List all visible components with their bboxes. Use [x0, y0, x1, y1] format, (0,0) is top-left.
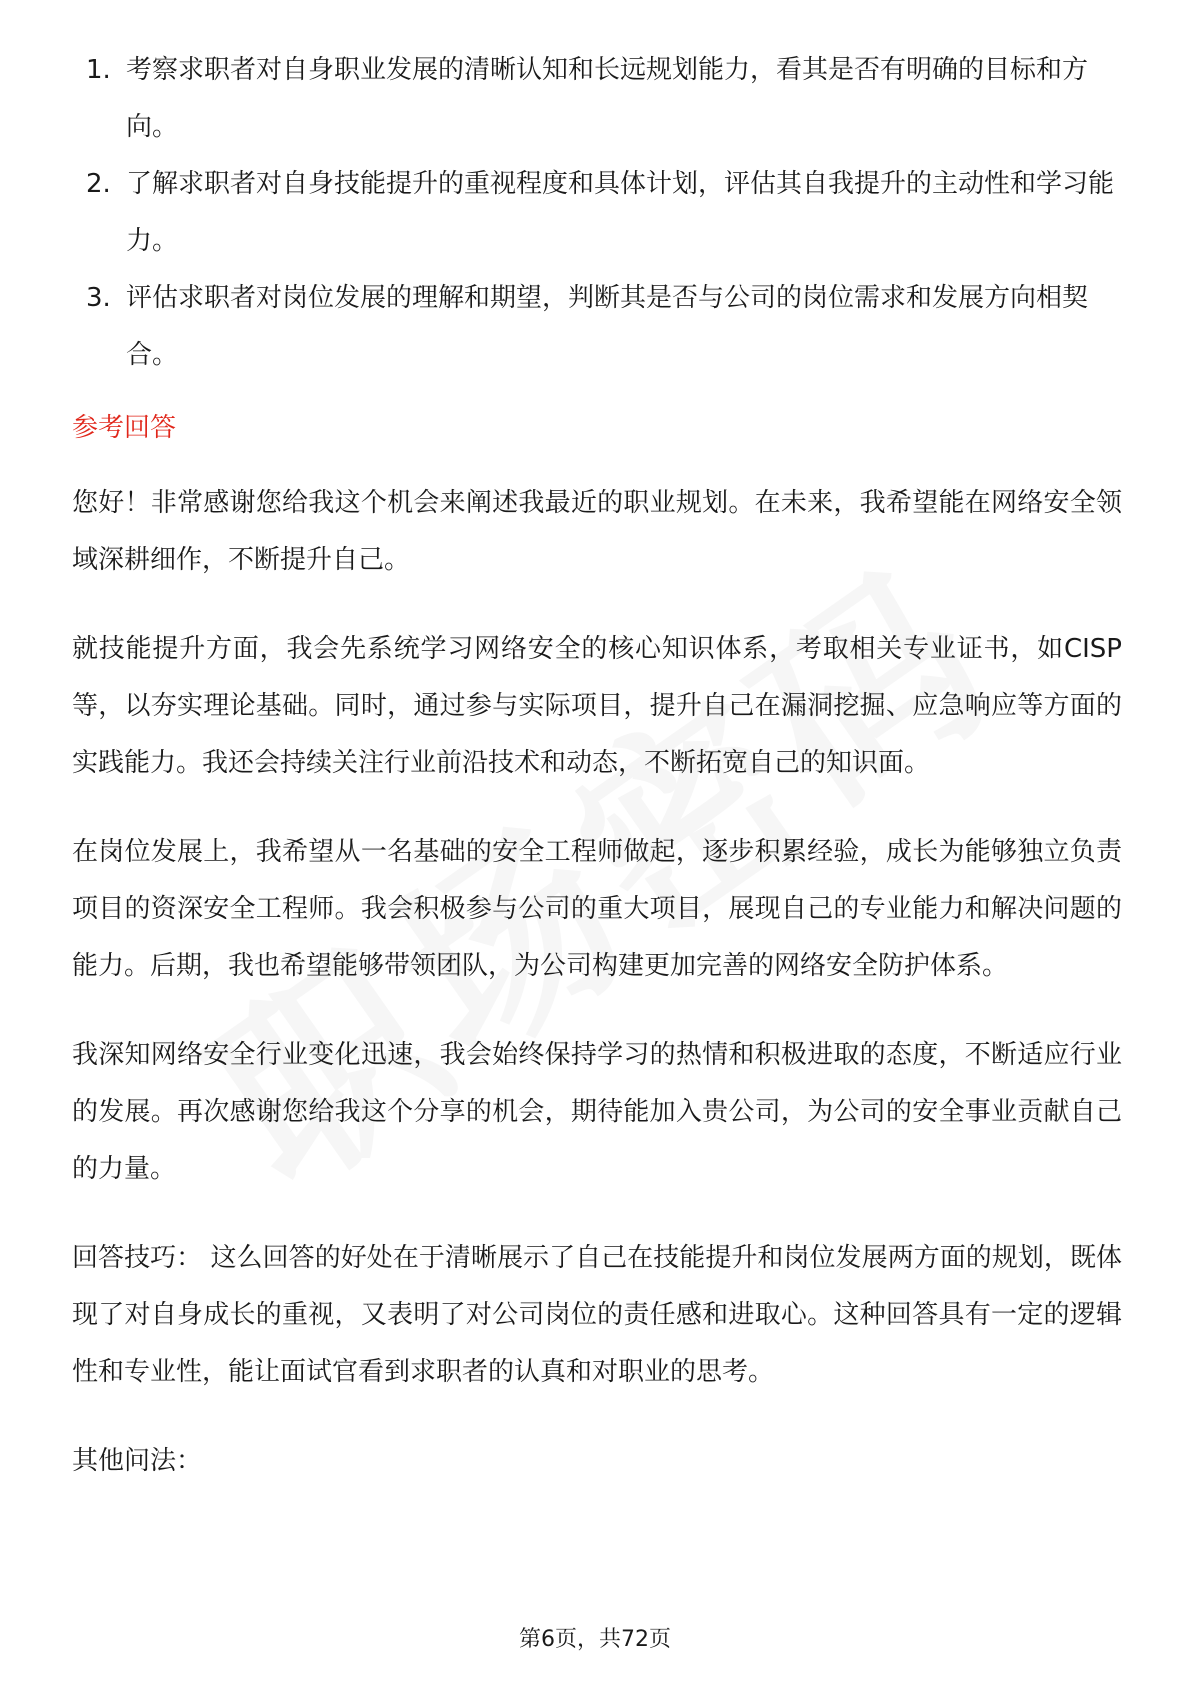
list-number: 3.	[86, 283, 111, 313]
reference-answer-heading: 参考回答	[72, 413, 177, 443]
list-item	[72, 270, 1122, 384]
page-content	[72, 42, 1122, 1520]
answer-paragraph-closing: 我深知网络安全行业变化迅速，我会始终保持学习的热情和积极进取的态度，不断适应行业的发展。再次感谢您给我这个分享的机会，期待能加入贵公司，为公司的安全事业贡献自己的力量。	[72, 1040, 1122, 1184]
list-item	[72, 156, 1122, 270]
list-number: 2.	[86, 169, 111, 199]
list-number: 1.	[86, 55, 111, 85]
list-item-text: 考察求职者对自身职业发展的清晰认知和长远规划能力，看其是否有明确的目标和方向。	[126, 55, 1089, 142]
answer-paragraph-skills: 就技能提升方面，我会先系统学习网络安全的核心知识体系，考取相关专业证书，如CISP等，以夯实理论基础。同时，通过参与实际项目，提升自己在漏洞挖掘、应急响应等方面的实践能力。我还会持续关注行业前沿技术和动态，不断拓宽自己的知识面。	[72, 634, 1122, 778]
answer-paragraph-greeting: 您好！非常感谢您给我这个机会来阐述我最近的职业规划。在未来，我希望能在网络安全领域深耕细作，不断提升自己。	[72, 488, 1122, 575]
list-item	[72, 42, 1122, 156]
list-item-text: 评估求职者对岗位发展的理解和期望，判断其是否与公司的岗位需求和发展方向相契合。	[126, 283, 1089, 370]
other-questions-label: 其他问法：	[72, 1446, 203, 1476]
answer-tips-paragraph: 回答技巧： 这么回答的好处在于清晰展示了自己在技能提升和岗位发展两方面的规划，既体现了对自身成长的重视，又表明了对公司岗位的责任感和进取心。这种回答具有一定的逻辑性和专业性，能让面试官看到求职者的认真和对职业的思考。	[72, 1243, 1122, 1387]
answer-paragraph-career: 在岗位发展上，我希望从一名基础的安全工程师做起，逐步积累经验，成长为能够独立负责项目的资深安全工程师。我会积极参与公司的重大项目，展现自己的专业能力和解决问题的能力。后期，我也希望能够带领团队，为公司构建更加完善的网络安全防护体系。	[72, 837, 1122, 981]
page-footer: 第6页，共72页	[519, 1627, 671, 1652]
list-item-text: 了解求职者对自身技能提升的重视程度和具体计划，评估其自我提升的主动性和学习能力。	[126, 169, 1115, 256]
purpose-list	[72, 42, 1122, 384]
